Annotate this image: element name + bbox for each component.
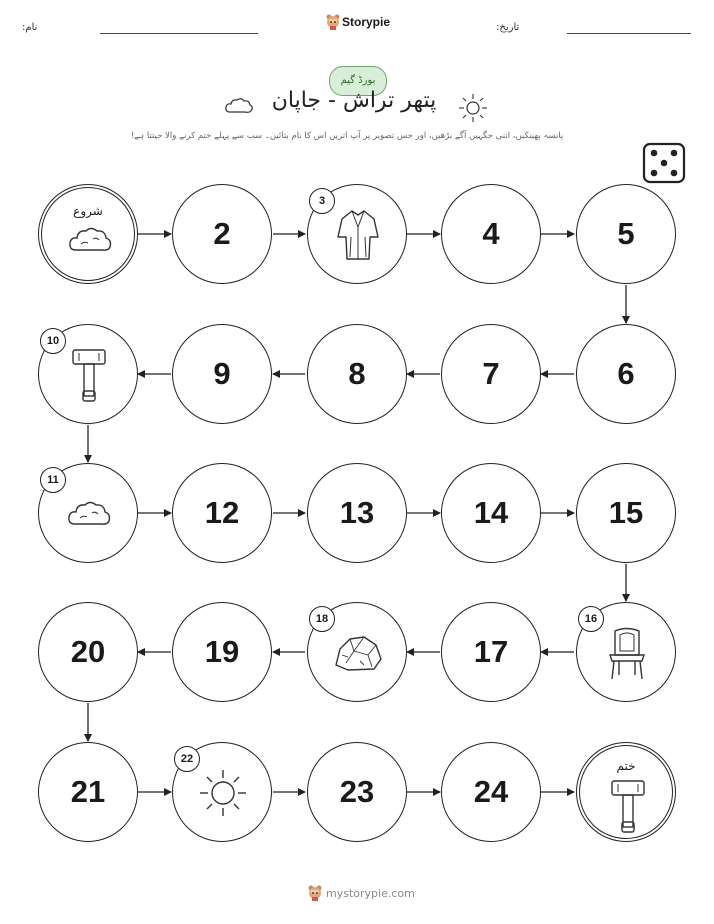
name-label: :نام bbox=[22, 22, 38, 33]
page-title: پتھر تراش - جاپان bbox=[271, 88, 437, 113]
date-label: :تاریخ bbox=[496, 22, 520, 33]
cell-number: 2 bbox=[213, 216, 231, 251]
board-cell bbox=[576, 324, 676, 424]
cell-number: 17 bbox=[473, 634, 509, 669]
board-cell bbox=[307, 463, 407, 563]
board-cell bbox=[307, 742, 407, 842]
rock-icon bbox=[332, 633, 384, 677]
hammer-icon bbox=[608, 778, 648, 840]
robe-icon bbox=[336, 207, 380, 267]
board-cell bbox=[441, 742, 541, 842]
instructions: پانسہ پھینکیں، اتنی جگہیں آگے بڑھیں، اور جس تصویر پر آپ اتریں اس کا نام بتائیں۔ سب سے پہلے ختم کرنے والا جیتتا ہے! bbox=[130, 131, 564, 141]
board-cell bbox=[441, 184, 541, 284]
cell-number: 15 bbox=[608, 495, 644, 530]
cell-number: 4 bbox=[482, 216, 500, 251]
finish-cell bbox=[576, 742, 676, 842]
cell-number-badge: 10 bbox=[40, 328, 66, 354]
cell-number: 8 bbox=[348, 356, 366, 391]
bear-logo-icon bbox=[308, 885, 322, 901]
board-cell bbox=[441, 463, 541, 563]
cell-number: 24 bbox=[473, 774, 509, 809]
board-cell bbox=[172, 463, 272, 563]
board-cell bbox=[172, 324, 272, 424]
cell-number: 21 bbox=[70, 774, 106, 809]
cell-number-badge: 3 bbox=[309, 188, 335, 214]
cell-number: 5 bbox=[617, 216, 635, 251]
board-cell bbox=[172, 602, 272, 702]
cell-number: 14 bbox=[473, 495, 509, 530]
cell-number: 13 bbox=[339, 495, 375, 530]
cell-number: 12 bbox=[204, 495, 240, 530]
board-cell bbox=[38, 742, 138, 842]
sun-icon bbox=[197, 767, 249, 823]
cell-number-badge: 11 bbox=[40, 467, 66, 493]
board-cell bbox=[172, 184, 272, 284]
cell-number: 9 bbox=[213, 356, 231, 391]
cell-number: 7 bbox=[482, 356, 500, 391]
board-game-badge: بورڈ گیم bbox=[329, 66, 387, 96]
cell-number: 19 bbox=[204, 634, 240, 669]
brand-name: Storypie bbox=[342, 15, 391, 29]
cell-number: 6 bbox=[617, 356, 635, 391]
cell-number-badge: 16 bbox=[578, 606, 604, 632]
start-label: شروع bbox=[73, 204, 103, 218]
board-cell bbox=[307, 324, 407, 424]
board-cell bbox=[441, 324, 541, 424]
finish-label: ختم bbox=[616, 759, 636, 773]
start-cell bbox=[38, 184, 138, 284]
cloud-icon bbox=[66, 498, 112, 534]
board-cell bbox=[576, 463, 676, 563]
board-cell bbox=[38, 602, 138, 702]
cloud-icon bbox=[67, 224, 113, 260]
hammer-icon bbox=[69, 347, 109, 409]
cell-number-badge: 18 bbox=[309, 606, 335, 632]
footer-url: mystorypie.com bbox=[326, 887, 415, 900]
chair-icon bbox=[605, 627, 649, 687]
board-cell bbox=[576, 184, 676, 284]
board-cell bbox=[441, 602, 541, 702]
cell-number: 20 bbox=[70, 634, 106, 669]
cell-number: 23 bbox=[339, 774, 375, 809]
cell-number-badge: 22 bbox=[174, 746, 200, 772]
